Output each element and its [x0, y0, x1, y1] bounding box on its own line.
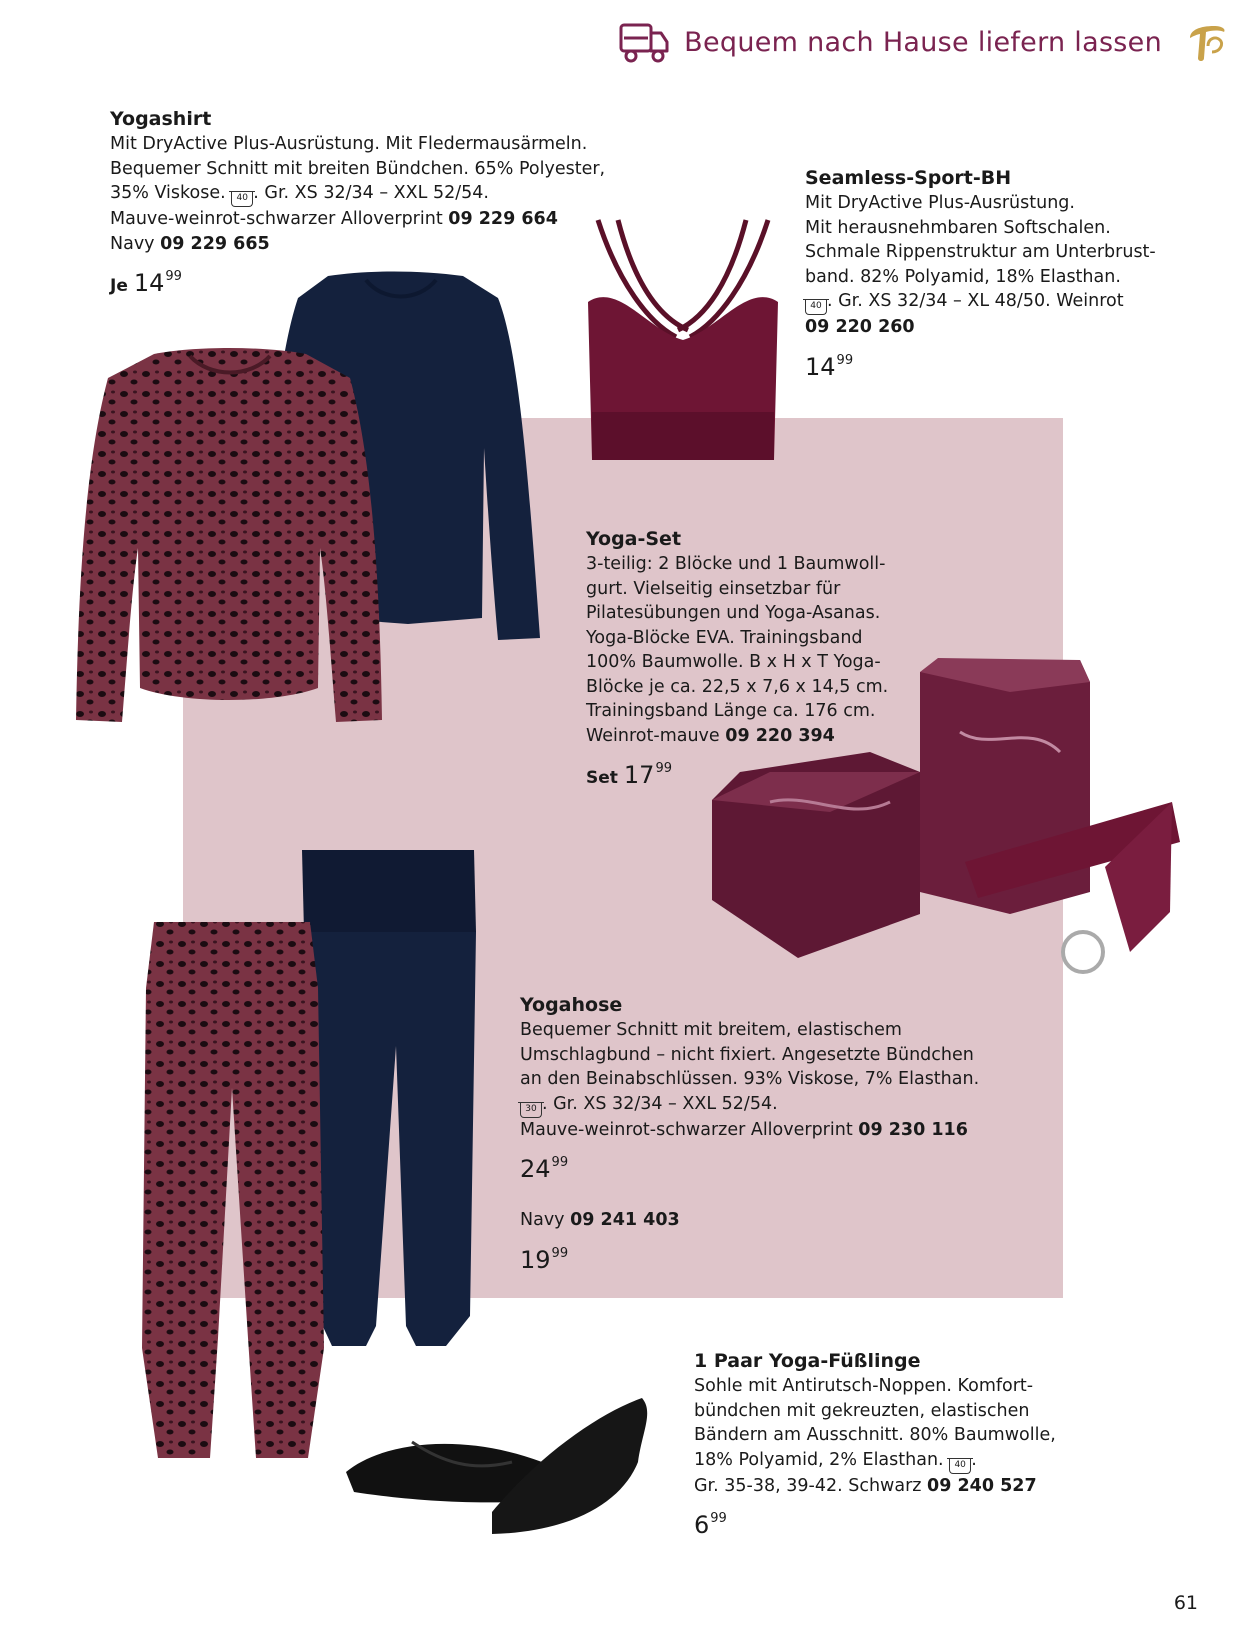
- yogahose-desc-line: an den Beinabschlüssen. 93% Viskose, 7% Elasthan.: [520, 1069, 980, 1089]
- yogahose-variant: Navy 09 241 403: [520, 1210, 680, 1230]
- yogahose-info: [520, 992, 1040, 1275]
- yoga-set-title: Yoga-Set: [586, 528, 682, 550]
- article-number: 09 230 116: [858, 1119, 968, 1140]
- yogahose-desc-line: Bequemer Schnitt mit breitem, elastischem: [520, 1020, 902, 1040]
- yogashirt-desc-line: 35% Viskose. 40 . Gr. XS 32/34 – XXL 52/54.: [110, 181, 610, 207]
- yoga-set-variant: Weinrot-mauve 09 220 394: [586, 725, 835, 746]
- sport-bh-desc-line: band. 82% Polyamid, 18% Elasthan.: [805, 266, 1121, 287]
- yoga-socks-image: [342, 1392, 652, 1542]
- yogashirt-desc-line: Bequemer Schnitt mit breiten Bündchen. 65% Polyester,: [110, 158, 606, 179]
- sport-bh-desc-line: 40 . Gr. XS 32/34 – XL 48/50. Weinrot: [805, 289, 1225, 315]
- delivery-headline: Bequem nach Hause liefern lassen: [684, 26, 1162, 58]
- yogashirt-desc-line: Mit DryActive Plus-Ausrüstung. Mit Fledermausärmeln.: [110, 134, 588, 154]
- fuesslinge-info: [694, 1348, 1114, 1540]
- yogashirt-variant: Mauve-weinrot-schwarzer Alloverprint 09 229 664: [110, 209, 558, 229]
- header: [618, 18, 1230, 66]
- article-number: 09 229 665: [160, 233, 270, 254]
- yoga-set-desc-line: Trainingsband Länge ca. 176 cm.: [586, 701, 876, 721]
- yoga-set-desc-line: 3-teilig: 2 Blöcke und 1 Baumwoll-: [586, 554, 886, 574]
- yoga-set-desc-line: 100% Baumwolle. B x H x T Yoga-: [586, 652, 881, 672]
- yoga-set-desc-line: gurt. Vielseitig einsetzbar für: [586, 578, 841, 599]
- article-number: 09 229 664: [448, 209, 558, 229]
- fuesslinge-variant: Gr. 35-38, 39-42. Schwarz 09 240 527: [694, 1475, 1037, 1496]
- wash-symbol-icon: 40: [949, 1458, 971, 1474]
- yoga-set-desc-line: Pilatesübungen und Yoga-Asanas.: [586, 603, 881, 623]
- yogahose-desc-line: 30 . Gr. XS 32/34 – XXL 52/54.: [520, 1092, 1040, 1118]
- yogahose-price-2: $19^{99}$: [520, 1245, 569, 1274]
- sport-bh-info: [805, 165, 1225, 382]
- yoga-set-desc-line: Blöcke je ca. 22,5 x 7,6 x 14,5 cm.: [586, 676, 889, 697]
- article-number: 09 241 403: [570, 1210, 680, 1230]
- sport-bh-desc-line: Schmale Rippenstruktur am Unterbrust-: [805, 242, 1156, 262]
- yogashirt-title: Yogashirt: [110, 108, 212, 130]
- wash-symbol-icon: 30: [520, 1102, 542, 1118]
- wash-symbol-icon: 40: [231, 191, 253, 207]
- sport-bh-image: [578, 212, 788, 470]
- sport-bh-desc-line: Mit herausnehmbaren Softschalen.: [805, 217, 1111, 238]
- wash-symbol-icon: 40: [805, 299, 827, 315]
- leopard-yogashirt-image: [74, 348, 384, 730]
- yoga-set-desc-line: Yoga-Blöcke EVA. Trainingsband: [586, 627, 863, 648]
- fuesslinge-price: $6^{99}$: [694, 1511, 727, 1539]
- fuesslinge-desc-line: Sohle mit Antirutsch-Noppen. Komfort-: [694, 1376, 1034, 1396]
- article-number: 09 220 260: [805, 317, 915, 337]
- fuesslinge-desc-line: Bändern am Ausschnitt. 80% Baumwolle,: [694, 1425, 1056, 1445]
- yoga-set-price: Set $17^{99}$: [586, 761, 672, 789]
- yogahose-desc-line: Umschlagbund – nicht fixiert. Angesetzte Bündchen: [520, 1044, 974, 1065]
- page-number: 61: [1173, 1592, 1198, 1614]
- fuesslinge-desc-line: bündchen mit gekreuzten, elastischen: [694, 1400, 1030, 1421]
- yogahose-variant: Mauve-weinrot-schwarzer Alloverprint 09 230 116: [520, 1119, 968, 1140]
- sport-bh-title: Seamless-Sport-BH: [805, 167, 1012, 189]
- fuesslinge-desc-line: 18% Polyamid, 2% Elasthan. 40 .: [694, 1448, 1114, 1474]
- sport-bh-price: $14^{99}$: [805, 352, 854, 381]
- leopard-yogahose-image: [132, 918, 332, 1468]
- truck-icon: [618, 20, 670, 64]
- yogashirt-variant: Navy 09 229 665: [110, 233, 270, 254]
- sport-bh-desc-line: Mit DryActive Plus-Ausrüstung.: [805, 193, 1075, 213]
- yogahose-title: Yogahose: [520, 994, 623, 1016]
- yogashirt-price: Je $14^{99}$: [110, 269, 182, 297]
- yogahose-price-1: $24^{99}$: [520, 1155, 569, 1183]
- tchibo-logo-icon: [1184, 18, 1230, 66]
- article-number: 09 240 527: [927, 1475, 1037, 1496]
- article-number: 09 220 394: [725, 725, 835, 746]
- fuesslinge-title: 1 Paar Yoga-Füßlinge: [694, 1350, 921, 1372]
- yoga-blocks-image: [710, 652, 1190, 1022]
